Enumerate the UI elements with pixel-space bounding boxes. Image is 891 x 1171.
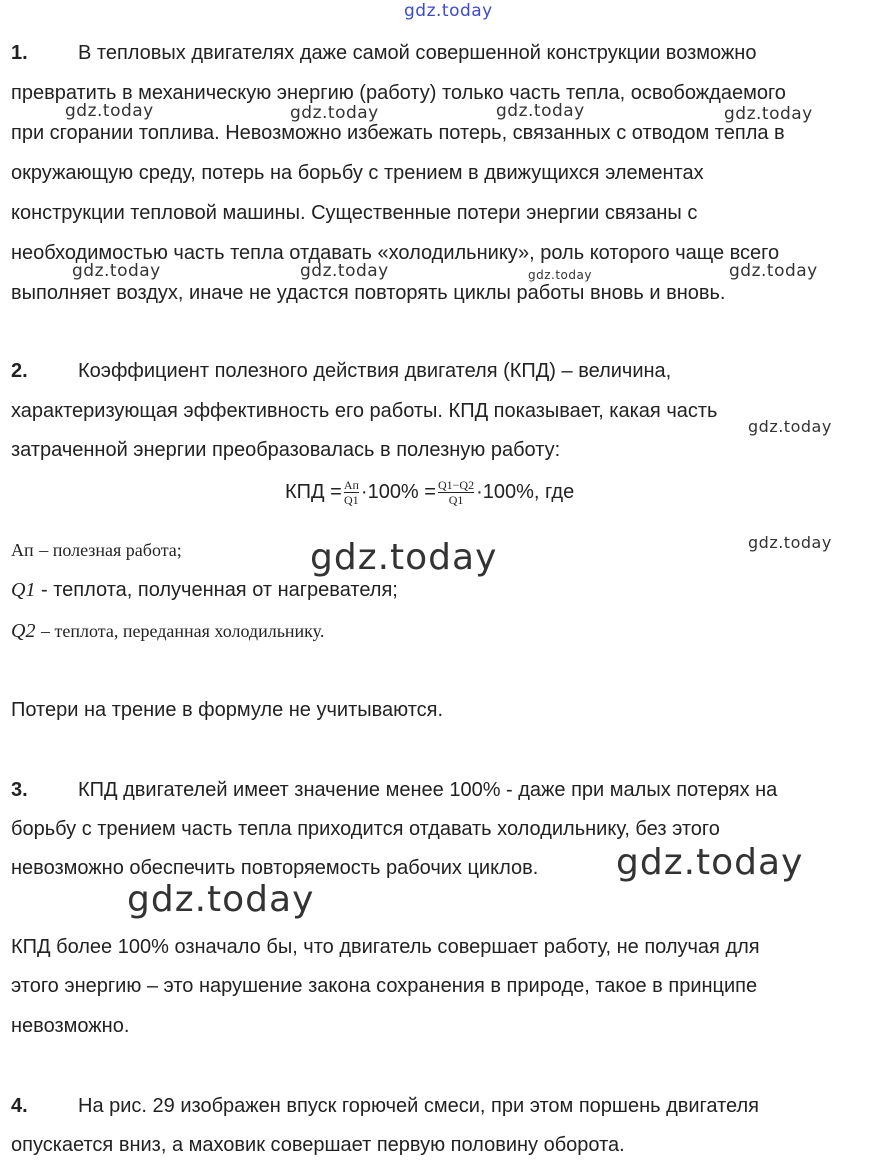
item-number: 1. <box>11 42 28 64</box>
definition-line <box>11 619 324 643</box>
item-number: 2. <box>11 360 28 382</box>
efficiency-formula <box>285 478 574 507</box>
watermark-large: gdz.today <box>310 537 498 578</box>
item-number: 4. <box>11 1095 28 1117</box>
fraction-numerator: Q1−Q2 <box>437 478 475 492</box>
watermark: gdz.today <box>748 533 832 552</box>
watermark-top: gdz.today <box>404 1 493 21</box>
text: На рис. 29 изображен впуск горючей смеси, при этом поршень двигателя <box>78 1095 759 1117</box>
formula-tail: ·100%, где <box>476 481 575 503</box>
text: КПД двигателей имеет значение менее 100% - даже при малых потерях на <box>78 779 778 801</box>
paragraph-line: конструкции тепловой машины. Существенные потери энергии связаны с <box>11 202 698 224</box>
watermark: gdz.today <box>300 261 389 281</box>
definition-text: - теплота, полученная от нагревателя; <box>41 579 398 601</box>
formula-lhs: КПД = <box>285 481 342 503</box>
paragraph-line <box>11 1094 759 1118</box>
paragraph-line <box>11 359 671 383</box>
item-number: 3. <box>11 779 28 801</box>
watermark: gdz.today <box>496 101 585 121</box>
formula-middle: ·100% = <box>360 481 436 503</box>
paragraph-line: Потери на трение в формуле не учитываются. <box>11 699 444 721</box>
fraction-numerator: Aп <box>343 478 359 492</box>
paragraph-line: этого энергию – это нарушение закона сохранения в природе, такое в принципе <box>11 975 758 997</box>
fraction-denominator: Q1 <box>448 493 464 507</box>
paragraph-line: превратить в механическую энергию (работу) только часть тепла, освобождаемого <box>11 82 786 104</box>
paragraph-line: необходимостью часть тепла отдавать «холодильнику», роль которого чаще всего <box>11 242 780 264</box>
watermark-large: gdz.today <box>127 879 315 920</box>
paragraph-line: окружающую среду, потерь на борьбу с трением в движущихся элементах <box>11 162 704 184</box>
paragraph-line <box>11 778 777 802</box>
watermark: gdz.today <box>748 417 832 436</box>
watermark: gdz.today <box>72 261 161 281</box>
definition-line <box>11 578 398 602</box>
definition-text: – полезная работа; <box>39 540 182 560</box>
paragraph-line: выполняет воздух, иначе не удастся повторять циклы работы вновь и вновь. <box>11 282 726 304</box>
paragraph-line: невозможно. <box>11 1015 130 1037</box>
watermark: gdz.today <box>724 104 813 124</box>
definition-line <box>11 538 182 562</box>
symbol: Aп <box>11 540 34 560</box>
paragraph-line: опускается вниз, а маховик совершает первую половину оборота. <box>11 1134 625 1156</box>
paragraph-line: КПД более 100% означало бы, что двигатель совершает работу, не получая для <box>11 936 760 958</box>
text: В тепловых двигателях даже самой совершенной конструкции возможно <box>78 42 757 64</box>
fraction-denominator: Q1 <box>344 493 359 507</box>
paragraph-line: невозможно обеспечить повторяемость рабочих циклов. <box>11 857 539 879</box>
definition-text: – теплота, переданная холодильнику. <box>41 621 325 641</box>
text: Коэффициент полезного действия двигателя (КПД) – величина, <box>78 360 672 382</box>
watermark: gdz.today <box>528 268 592 282</box>
watermark: gdz.today <box>65 101 154 121</box>
watermark: gdz.today <box>729 261 818 281</box>
fraction-work <box>344 478 359 507</box>
paragraph-line <box>11 41 756 65</box>
watermark: gdz.today <box>290 103 379 123</box>
paragraph-line: при сгорании топлива. Невозможно избежать потерь, связанных с отводом тепла в <box>11 122 785 144</box>
symbol: Q1 <box>11 579 36 601</box>
symbol: Q2 <box>11 620 36 642</box>
paragraph-line: затраченной энергии преобразовалась в полезную работу: <box>11 439 561 461</box>
watermark-large: gdz.today <box>616 842 804 883</box>
paragraph-line: борьбу с трением часть тепла приходится отдавать холодильнику, без этого <box>11 818 720 840</box>
fraction-heat <box>438 478 474 507</box>
paragraph-line: характеризующая эффективность его работы. КПД показывает, какая часть <box>11 400 718 422</box>
